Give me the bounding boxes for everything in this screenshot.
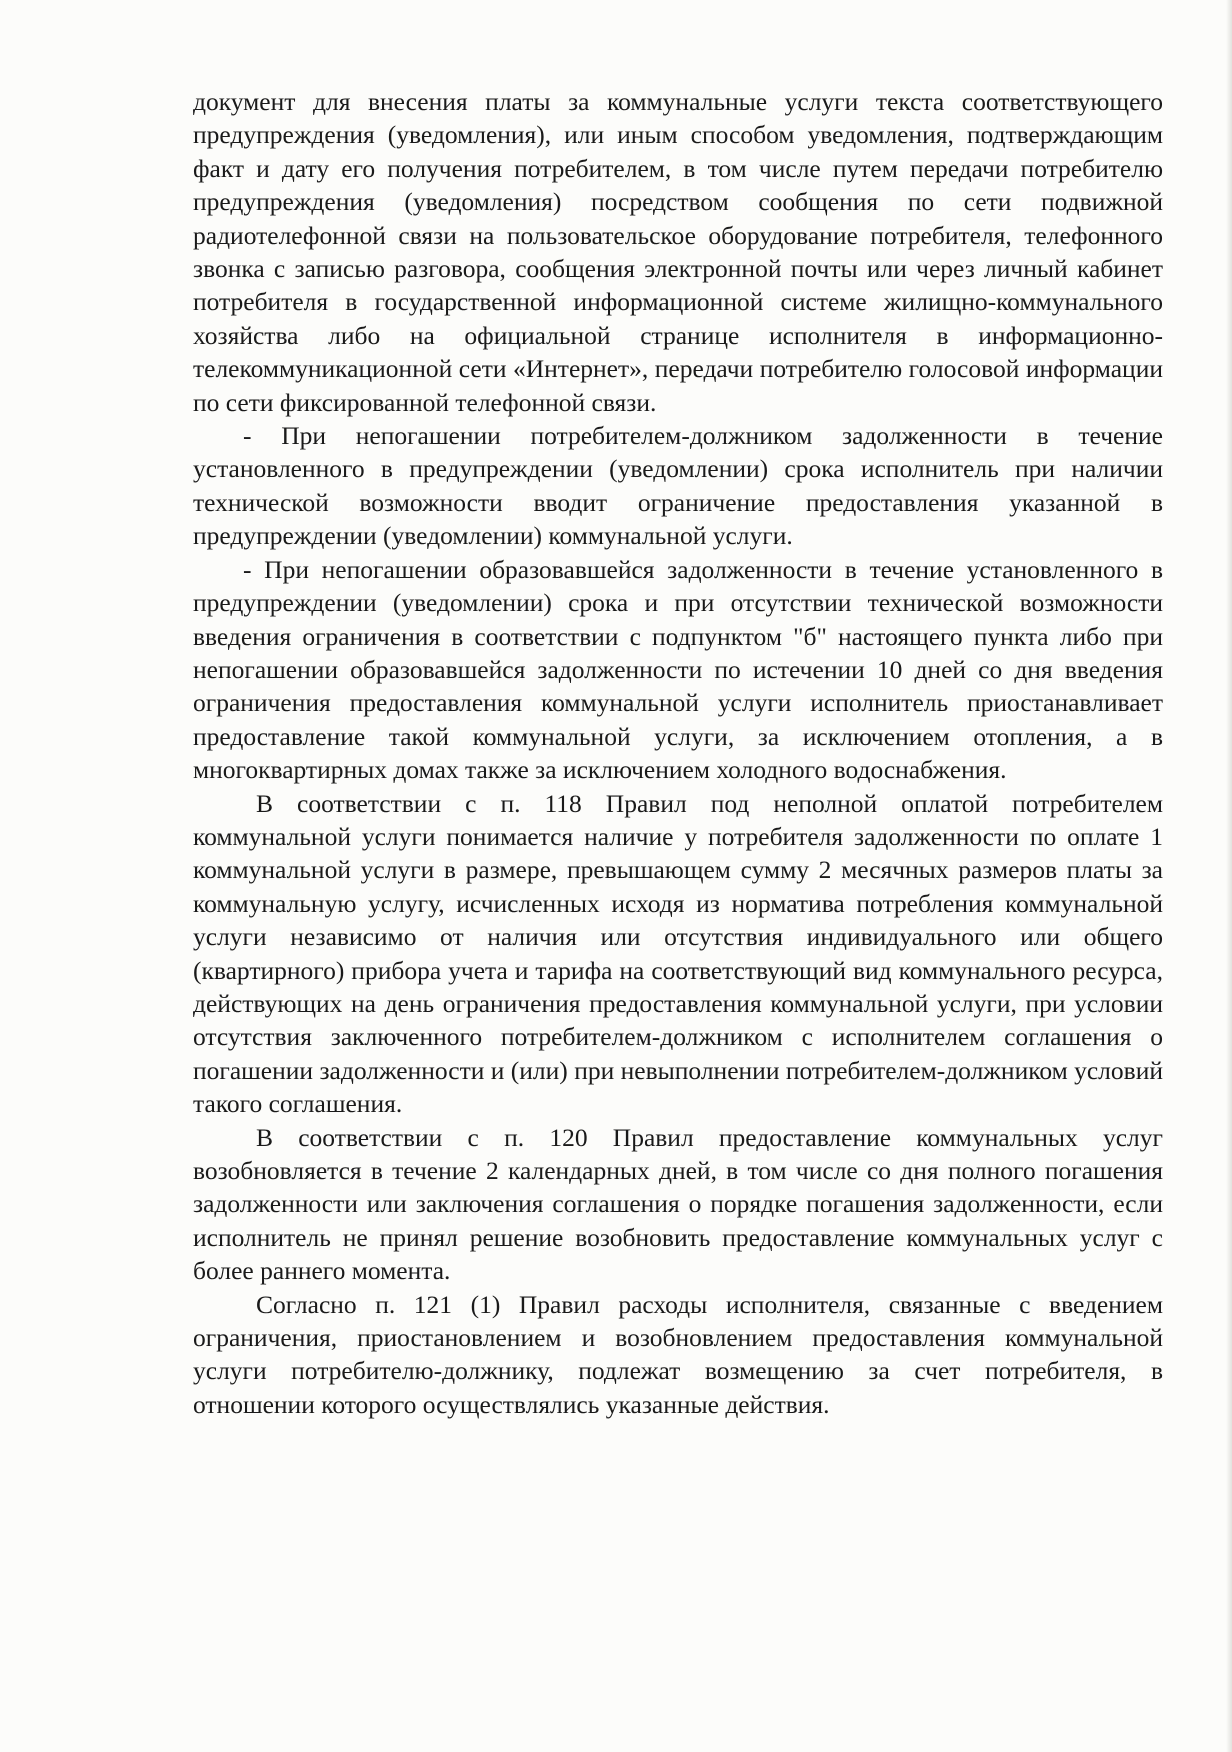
paragraph-suspension: - При непогашении образовавшейся задолженности в течение установленного в предупреждении (уведомлении) срока и при отсутствии технической возможности введения ограничения в соответствии с подпунктом "б" настоящего пункта либо при непогашении образовавшейся задолженности по истечении 10 дней со дня введения ограничения предоставления коммунальной услуги исполнитель приостанавливает предоставление такой коммунальной услуги, за исключением отопления, а в многоквартирных домах также за исключением холодного водоснабжения.	[193, 554, 1163, 785]
paragraph-rule-121: Согласно п. 121 (1) Правил расходы исполнителя, связанные с введением ограничения, приостановлением и возобновлением предоставления коммунальной услуги потребителю-должнику, подлежат возмещению за счет потребителя, в отношении которого осуществлялись указанные действия.	[193, 1289, 1163, 1419]
document-body	[193, 85, 1163, 1421]
paragraph-rule-120: В соответствии с п. 120 Правил предоставление коммунальных услуг возобновляется в течение 2 календарных дней, в том числе со дня полного погашения задолженности или заключения соглашения о порядке погашения задолженности, если исполнитель не принял решение возобновить предоставление коммунальных услуг с более раннего момента.	[193, 1122, 1163, 1286]
paragraph-notification-methods: документ для внесения платы за коммунальные услуги текста соответствующего предупреждения (уведомления), или иным способом уведомления, подтверждающим факт и дату его получения потребителем, в том числе путем передачи потребителю предупреждения (уведомления) посредством сообщения по сети подвижной радиотелефонной связи на пользовательское оборудование потребителя, телефонного звонка с записью разговора, сообщения электронной почты или через личный кабинет потребителя в государственной информационной системе жилищно-коммунального хозяйства либо на официальной странице исполнителя в информационно-телекоммуникационной сети «Интернет», передачи потребителю голосовой информации по сети фиксированной телефонной связи.	[193, 87, 1163, 417]
paragraph-limitation: - При непогашении потребителем-должником задолженности в течение установленного в предупреждении (уведомлении) срока исполнитель при наличии технической возможности вводит ограничение предоставления указанной в предупреждении (уведомлении) коммунальной услуги.	[193, 421, 1163, 551]
scan-edge	[1226, 0, 1232, 1752]
paragraph-rule-118: В соответствии с п. 118 Правил под неполной оплатой потребителем коммунальной услуги понимается наличие у потребителя задолженности по оплате 1 коммунальной услуги в размере, превышающем сумму 2 месячных размеров платы за коммунальную услугу, исчисленных исходя из норматива потребления коммунальной услуги независимо от наличия или отсутствия индивидуального или общего (квартирного) прибора учета и тарифа на соответствующий вид коммунального ресурса, действующих на день ограничения предоставления коммунальной услуги, при условии отсутствия заключенного потребителем-должником с исполнителем соглашения о погашении задолженности и (или) при невыполнении потребителем-должником условий такого соглашения.	[193, 788, 1163, 1119]
